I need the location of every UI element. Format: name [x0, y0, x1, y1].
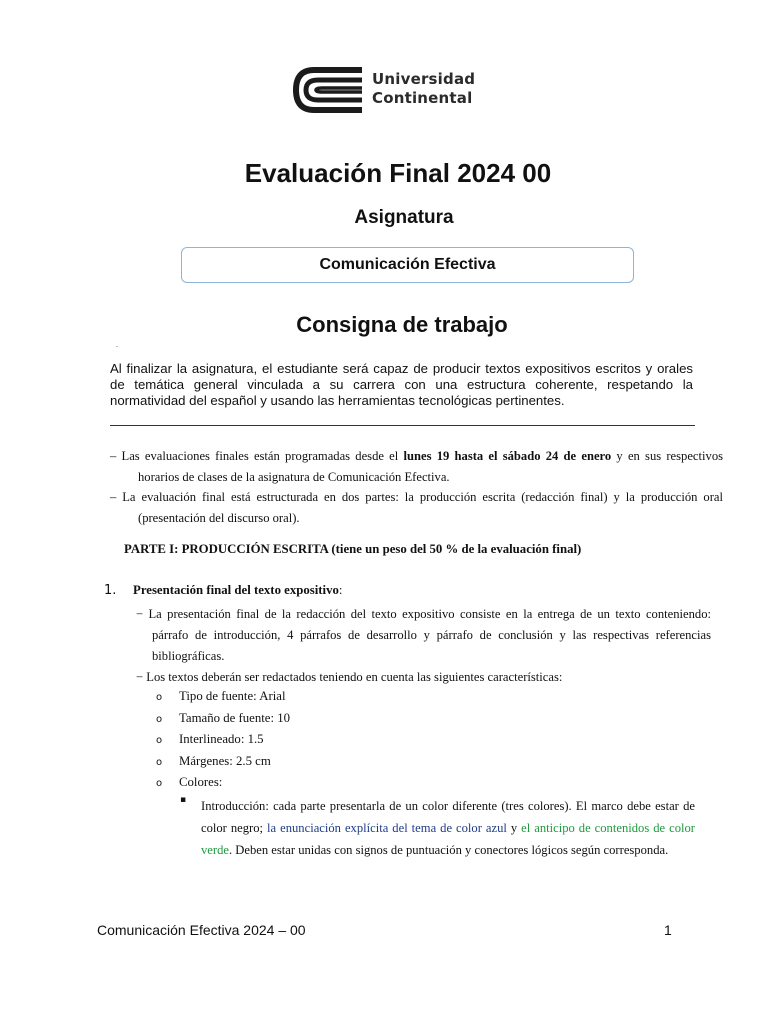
circle-bullet-icon: o	[156, 692, 163, 703]
logo-wordmark	[372, 70, 475, 108]
feature-font-size	[156, 711, 290, 726]
colors-text-part-2: . Deben estar unidas con signos de puntuación y conectores lógicos según corresponda.	[228, 843, 669, 857]
square-bullet-icon: ▪	[180, 795, 187, 805]
part-one-heading: PARTE I: PRODUCCIÓN ESCRITA (tiene un peso del 50 % de la evaluación final)	[124, 542, 582, 556]
feature-text: Márgenes: 2.5 cm	[179, 754, 271, 768]
feature-colors	[156, 775, 222, 790]
logo-line-1: Universidad	[372, 70, 476, 88]
bullet-schedule	[110, 446, 723, 488]
page-subtitle: Asignatura	[354, 207, 454, 228]
circle-bullet-icon: o	[156, 714, 163, 725]
feature-line-spacing	[156, 732, 264, 747]
colors-connector: y	[506, 821, 522, 835]
bullet-schedule-dates: lunes 19 hasta el sábado 24 de enero	[403, 449, 612, 463]
consigna-heading: Consigna de trabajo	[296, 312, 508, 337]
item-number: 1.	[104, 583, 117, 598]
subject-name: Comunicación Efectiva	[319, 256, 496, 273]
stray-dot: .	[116, 340, 118, 349]
feature-text: Tipo de fuente: Arial	[179, 689, 286, 703]
colors-introduction-text	[201, 795, 695, 861]
circle-bullet-icon: o	[156, 735, 163, 746]
sub-bullet-presentation: − La presentación final de la redacción del texto expositivo consiste en la entrega de un texto conteniendo: párrafo de introducción, 4 párrafos de desarrollo y párrafo de conclusión y las respectivas referencias bibliográficas.	[136, 607, 711, 663]
item-title-colon: :	[338, 583, 343, 597]
footer-course: Comunicación Efectiva 2024 – 00	[97, 922, 306, 938]
bullet-schedule-prefix: – Las evaluaciones finales están programadas desde el	[110, 449, 404, 463]
subject-box	[181, 247, 634, 283]
bullet-structure: – La evaluación final está estructurada en dos partes: la producción escrita (redacción final) y la producción oral (presentación del discurso oral).	[110, 490, 723, 525]
divider	[110, 425, 695, 426]
feature-text: Tamaño de fuente: 10	[179, 711, 291, 725]
bullet-schedule-suffix: y en sus respectivos horarios de clases de la asignatura de Comunicación Efectiva.	[138, 449, 724, 484]
colors-blue-phrase: la enunciación explícita del tema de color azul	[267, 821, 507, 835]
colors-text-part-1: Introducción: cada parte presentarla de un color diferente (tres colores). El marco debe estar de color negro;	[201, 799, 695, 835]
logo-line-2: Continental	[372, 89, 473, 107]
feature-margins	[156, 754, 271, 769]
circle-bullet-icon: o	[156, 757, 163, 768]
logo-mark-icon	[292, 66, 364, 114]
objective-paragraph: Al finalizar la asignatura, el estudiante será capaz de producir textos expositivos escritos y orales de temática general vinculada a su carrera con una estructura coherente, respetando la normatividad del español y usando las herramientas tecnológicas pertinentes.	[110, 361, 693, 408]
feature-text: Interlineado: 1.5	[179, 732, 264, 746]
page-number: 1	[664, 922, 672, 938]
circle-bullet-icon: o	[156, 778, 163, 789]
sub-bullet-characteristics: − Los textos deberán ser redactados teniendo en cuenta las siguientes características:	[136, 670, 563, 684]
colors-introduction	[180, 795, 695, 861]
university-logo	[292, 66, 482, 114]
feature-text: Colores:	[179, 775, 223, 789]
item-title	[133, 583, 342, 598]
page-title: Evaluación Final 2024 00	[244, 158, 552, 188]
feature-font-type	[156, 689, 286, 704]
colors-green-phrase: el anticipo de contenidos de color verde	[201, 821, 695, 857]
item-title-text: Presentación final del texto expositivo	[133, 583, 339, 597]
